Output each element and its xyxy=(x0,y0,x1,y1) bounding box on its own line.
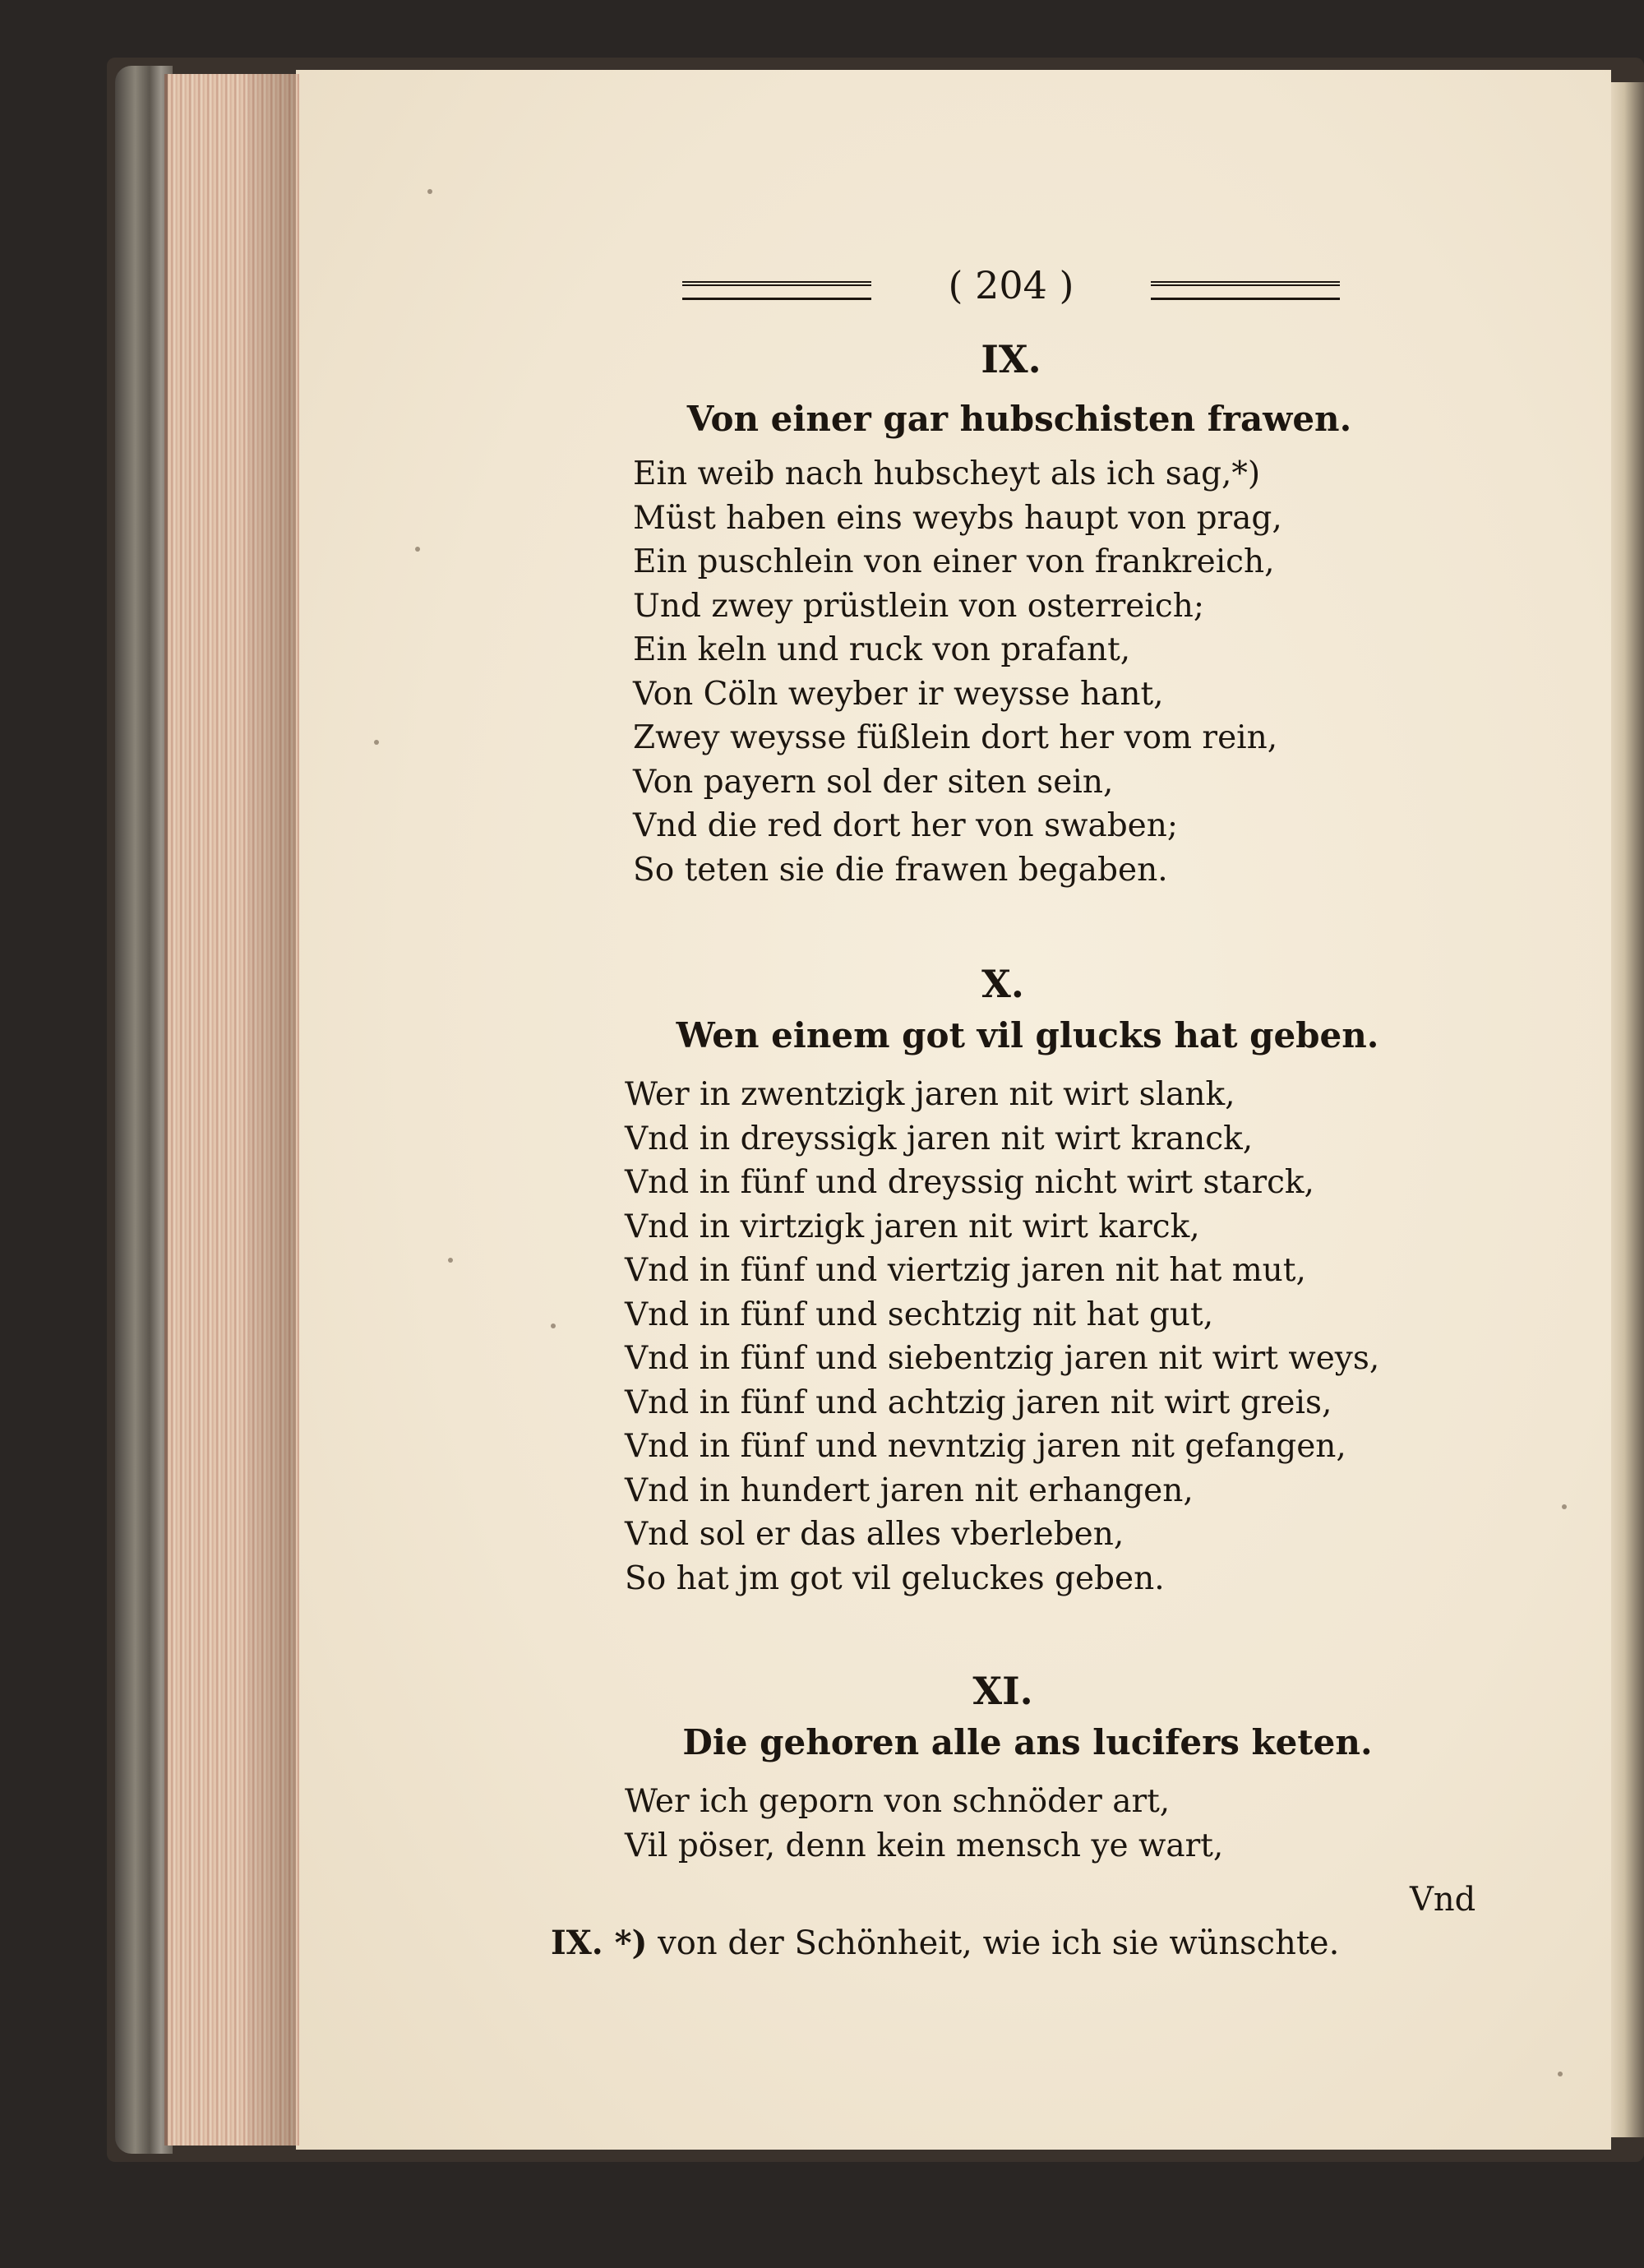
verse-line: Vnd sol er das alles vberleben, xyxy=(625,1516,1124,1553)
verse-line: Zwey weysse füßlein dort her vom rein, xyxy=(633,719,1278,756)
page-header xyxy=(682,263,1340,312)
verse-line: Vnd die red dort her von swaben; xyxy=(633,807,1179,844)
verse-block xyxy=(625,1780,1223,1868)
verse-line: Vnd in fünf und sechtzig nit hat gut, xyxy=(625,1296,1214,1333)
verse-line: Von payern sol der siten sein, xyxy=(633,763,1114,801)
verse-block xyxy=(625,1073,1379,1601)
footnote-text: von der Schönheit, wie ich sie wünschte. xyxy=(658,1924,1340,1962)
page-edges-shadow xyxy=(247,74,296,2146)
verse-line: Vnd in fünf und dreyssig nicht wirt starck, xyxy=(625,1164,1314,1201)
verse-line: Vnd in fünf und viertzig jaren nit hat mut, xyxy=(625,1252,1306,1289)
verse-line: Vnd in fünf und siebentzig jaren nit wirt weys, xyxy=(625,1340,1380,1377)
section-title: Wen einem got vil glucks hat geben. xyxy=(676,1015,1379,1055)
verse-line: Von Cöln weyber ir weysse hant, xyxy=(633,675,1164,713)
verse-line: Vnd in dreyssigk jaren nit wirt kranck, xyxy=(625,1120,1254,1157)
verse-block xyxy=(633,452,1282,892)
section-number: XI. xyxy=(972,1669,1033,1713)
paper-speck xyxy=(415,547,420,552)
verse-line: Wer in zwentzigk jaren nit wirt slank, xyxy=(625,1076,1235,1113)
verse-line: Und zwey prüstlein von osterreich; xyxy=(633,587,1204,625)
section-number: IX. xyxy=(981,337,1041,381)
verse-line: Vnd in virtzigk jaren nit wirt karck, xyxy=(625,1208,1200,1245)
paper-speck xyxy=(427,189,432,194)
verse-line: Wer ich geporn von schnöder art, xyxy=(625,1783,1171,1820)
verse-line: So hat jm got vil geluckes geben. xyxy=(625,1559,1165,1597)
section-title: Von einer gar hubschisten frawen. xyxy=(686,399,1352,439)
verse-line: Ein weib nach hubscheyt als ich sag,*) xyxy=(633,455,1261,492)
verse-line: Ein puschlein von einer von frankreich, xyxy=(633,543,1275,580)
footnote xyxy=(551,1924,1339,1962)
page-number: ( 204 ) xyxy=(948,263,1074,307)
header-rule-right xyxy=(1151,281,1340,300)
paper-speck xyxy=(374,740,379,745)
footnote-mark: IX. *) xyxy=(551,1924,648,1962)
verse-line: So teten sie die frawen begaben. xyxy=(633,851,1168,889)
verse-line: Ein keln und ruck von prafant, xyxy=(633,631,1131,668)
section-title: Die gehoren alle ans lucifers keten. xyxy=(682,1722,1373,1762)
page-right-edge xyxy=(1611,82,1644,2137)
catchword: Vnd xyxy=(1410,1881,1476,1919)
section-number: X. xyxy=(981,962,1024,1006)
verse-line: Vnd in fünf und achtzig jaren nit wirt greis, xyxy=(625,1383,1332,1421)
verse-line: Vnd in fünf und nevntzig jaren nit gefangen, xyxy=(625,1428,1346,1465)
paper-speck xyxy=(551,1323,556,1328)
paper-speck xyxy=(448,1258,453,1263)
paper-speck xyxy=(1562,1504,1567,1509)
verse-line: Vnd in hundert jaren nit erhangen, xyxy=(625,1471,1194,1509)
verse-line: Vil pöser, denn kein mensch ye wart, xyxy=(625,1827,1224,1864)
verse-line: Müst haben eins weybs haupt von prag, xyxy=(633,499,1282,537)
paper-speck xyxy=(1558,2072,1563,2076)
